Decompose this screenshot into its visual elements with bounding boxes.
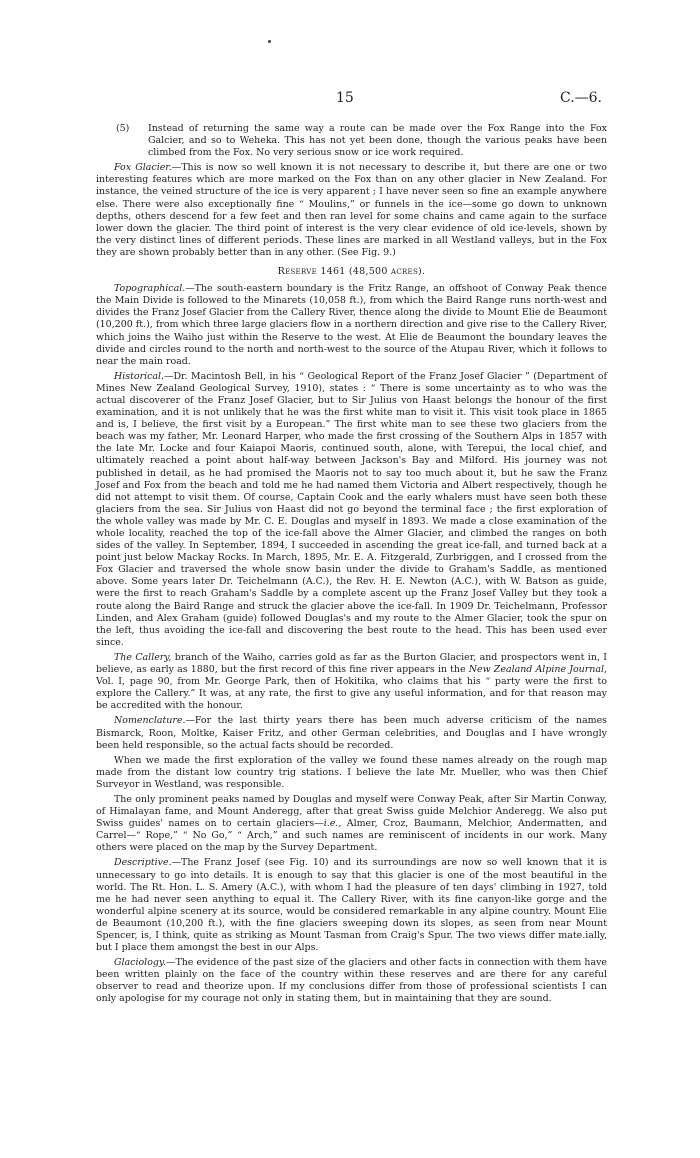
list-item-text: Instead of returning the same way a route can be made over the Fox Range into the Fox Galcier, and so to Weheka. This has not yet been done, though the various peaks have been climbed from the Fox. No very serious snow or ice work required.	[148, 123, 607, 159]
paragraph-text: —Dr. Macintosh Bell, in his “ Geological Report of the Franz Josef Glacier ” (Department of Mines New Zealand Geological Survey, 1910), states : “ There is some uncertainty as to who was the actual discoverer of the Franz Josef Glacier, but to Sir Julius von Haast belongs the honour of the first examination, and it is not unlikely that he was the first white man to visit it. This visit took place in 1865 and is, I believe, the first visit by a European.” The first white man to see these two glaciers from the beach was my father, Mr. Leonard Harper, who made the first crossing of the Southern Alps in 1857 with the late Mr. Locke and four Kaiapoi Maoris, continued south, alone, with Terepui, the local chief, and ultimately reached a point about half-way between Jackson's Bay and Milford. His journey was not published in detail, as he had promised the Maoris not to say too much about it, but he saw the Franz Josef and Fox from the beach and told me he had named them Victoria and Albert respectively, though he did not attempt to visit them. Of course, Captain Cook and the early whalers must have seen both these glaciers from the sea. Sir Julius von Haast did not go beyond the terminal face ; the first exploration of the whole valley was made by Mr. C. E. Douglas and myself in 1893. We made a close examination of the whole locality, reached the top of the ice-fall above the Almer Glacier, and climbed the ranges on both sides of the valley. In September, 1894, I succeeded in ascending the great ice-fall, and turned back at a point just below Mackay Rocks. In March, 1895, Mr. E. A. Fitzgerald, Zurbriggen, and I crossed from the Fox Glacier and traversed the whole snow basin under the divide to Graham's Saddle, as mentioned above. Some years later Dr. Teichelmann (A.C.), the Rev. H. E. Newton (A.C.), with W. Batson as guide, were the first to reach Graham's Saddle by a complete ascent up the Franz Josef Valley but they took a route along the Baird Range and struck the glacier above the ice-fall. In 1909 Dr. Teichelmann, Professor Linden, and Alex Graham (guide) followed Douglas's and my route to the Almer Glacier, took the spur on the left, thus avoiding the ice-fall and discovering the best route to the head. This has been used ever since.	[96, 370, 607, 648]
paragraph-glaciology	[96, 957, 607, 1005]
paragraph-descriptive	[96, 857, 607, 954]
journal-title: New Zealand Alpine Journal,	[468, 664, 607, 676]
paragraph-heading: Historical.	[114, 370, 165, 382]
paragraph-text: —For the last thirty years there has been much adverse criticism of the names Bismarck, Roon, Moltke, Kaiser Fritz, and other German celebrities, and Douglas and I have wrongly been held responsible, so the actual facts should be recorded.	[96, 715, 607, 751]
list-item-5	[96, 123, 607, 159]
paragraph-topographical	[96, 283, 607, 368]
page-header	[96, 90, 602, 110]
paragraph-heading: Fox Glacier.	[114, 162, 172, 174]
paragraph-text: —The evidence of the past size of the glaciers and other facts in connection with them have been written plainly on the face of the country within these reserves and are there for any careful observer to read and theorize upon. If my conclusions differ from those of professional scientists I can only apologise for my courage not only in stating them, but in maintaining that they are sound.	[96, 957, 607, 1005]
paragraph-heading: The Callery,	[114, 651, 172, 663]
paragraph-heading: Topographical.	[114, 283, 186, 295]
paragraph-text: Vol. I, page 90, from Mr. George Park, then of Hokitika, who claims that his “ party were the first to explore the Callery.” It was, at any rate, the first to give any useful information, and for that reason may be accredited with the honour.	[96, 676, 607, 712]
print-speck	[268, 40, 271, 43]
paragraph-text: —The south-eastern boundary is the Fritz Range, an offshoot of Conway Peak thence the Main Divide is followed to the Minarets (10,058 ft.), from which the Baird Range runs north-west and divides the Franz Josef Glacier from the Callery River, thence along the divide to Mount Elie de Beaumont (10,200 ft.), from which three large glaciers flow in a northern direction and give rise to the Callery River, which joins the Waiho just within the Reserve to the west. At Elie de Beaumont the boundary leaves the divide and circles round to the north and north-west to the source of the Atupau River, which it follows to near the main road.	[96, 283, 607, 367]
paragraph-text: —This is now so well known it is not necessary to describe it, but there are one or two interesting features which are more marked on the Fox than on any other glacier in New Zealand. For instance, the veined structure of the ice is very apparent ; I have never seen so fine an example anywhere else. There were also exceptionally fine “ Moulins,” or funnels in the ice—some go down to unknown depths, others descend for a few feet and then ran level for some chains and came again to the surface lower down the glacier. The third point of interest is the very clear evidence of old ice-levels, shown by the very distinct lines of different periods. These lines are marked in all Westland valleys, but in the Fox they are shown probably better than in any other. (See Fig. 9.)	[96, 162, 607, 258]
section-heading-reserve: Reserve 1461 (48,500 acres).	[277, 266, 426, 278]
paragraph-heading: Glaciology.	[114, 957, 166, 969]
paragraph-historical	[96, 371, 607, 649]
paragraph-text: branch of the Waiho, carries gold as far as the Burton Glacier, and prospectors went in, I believe, as early as 1880, but the first record of this fine river appears in the	[96, 651, 607, 676]
paragraph-nomenclature-3	[96, 794, 607, 854]
paragraph-callery	[96, 652, 607, 712]
paragraph-nomenclature-2: When we made the first exploration of the valley we found these names already on the rough map made from the distant low country trig stations. I believe the late Mr. Mueller, who was then Chief Surveyor in Westland, was responsible.	[96, 754, 607, 790]
paragraph-fox-glacier	[96, 162, 607, 259]
page-number: 15	[336, 90, 354, 106]
paragraph-text: The only prominent peaks named by Douglas and myself were Conway Peak, after Sir Martin Conway, of Himalayan fame, and Mount Anderegg, after that great Swiss guide Melchior Anderegg. We also put Swiss guides' names on to certain glaciers—	[96, 793, 607, 830]
paragraph-text: Almer, Croz, Baumann, Melchior, Andermatten, and Carrel—“ Rope,” “ No Go,” “ Arch,” and such names are reminiscent of incidents in our work. Many others were placed on the map by the Survey Department.	[96, 818, 607, 854]
abbreviation: i.e.,	[323, 818, 342, 830]
paragraph-nomenclature	[96, 715, 607, 751]
paragraph-heading: Nomenclature.	[114, 715, 186, 727]
document-reference: C.—6.	[559, 90, 602, 106]
paragraph-text: —The Franz Josef (see Fig. 10) and its surroundings are now so well known that it is unnecessary to go into details. It is enough to say that this glacier is one of the most beautiful in the world. The Rt. Hon. L. S. Amery (A.C.), with whom I had the pleasure of ten days' climbing in 1927, told me he had never seen anything to equal it. The Callery River, with its fine canyon-like gorge and the wonderful alpine scenery at its source, would be considered remarkable in any alpine country. Mount Elie de Beaumont (10,200 ft.), with the fine glaciers sweeping down its slopes, as seen from near Mount Spencer, is, I think, quite as striking as Mount Tasman from Craig's Spur. The two views differ mate.ially, but I place them amongst the best in our Alps.	[96, 857, 607, 954]
paragraph-heading: Descriptive.	[114, 857, 172, 869]
list-item-number: (5)	[116, 123, 130, 134]
body-text	[96, 123, 607, 1009]
